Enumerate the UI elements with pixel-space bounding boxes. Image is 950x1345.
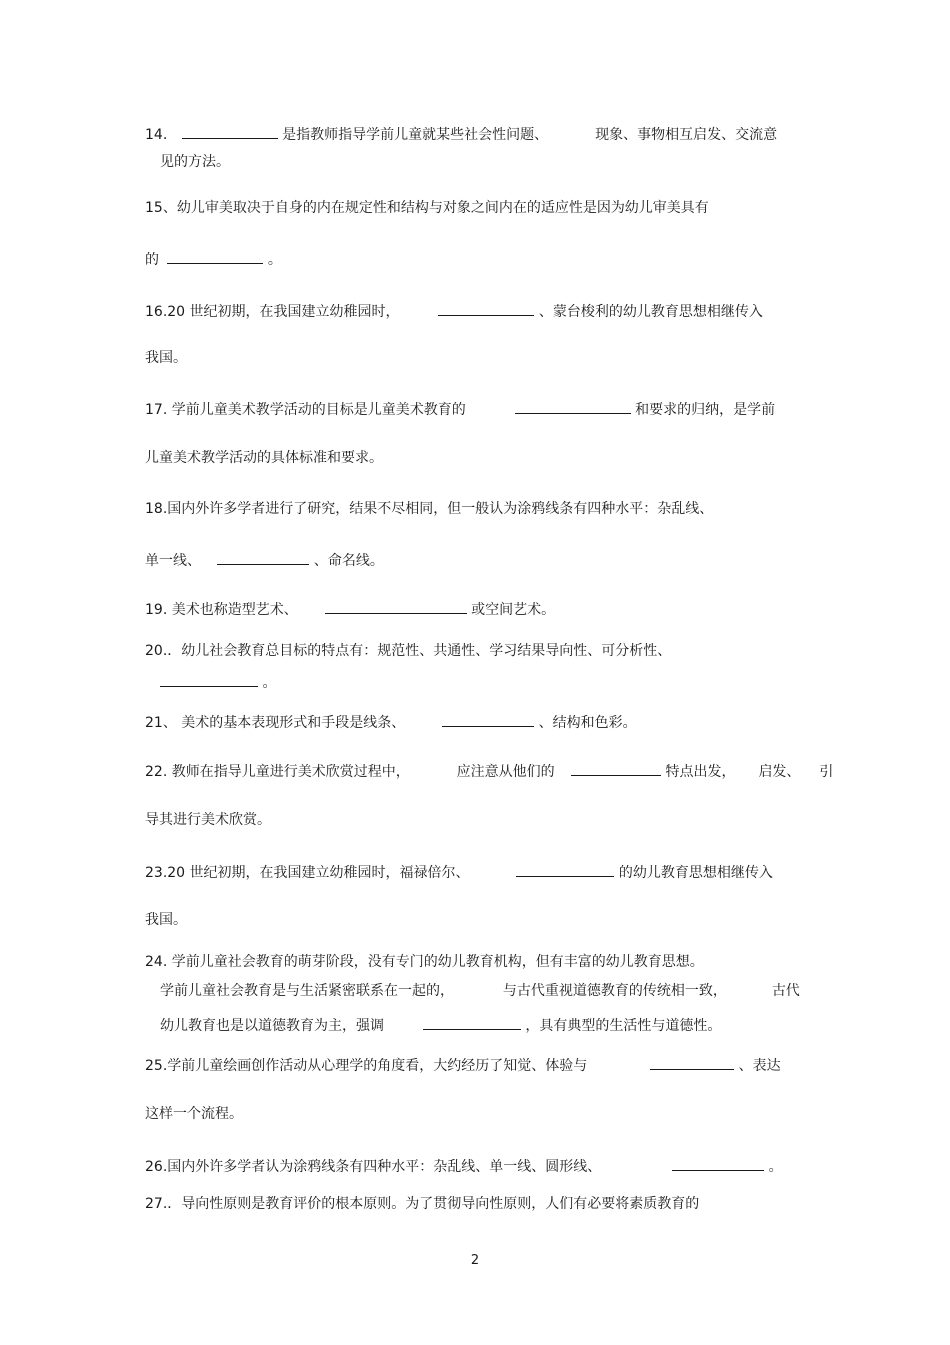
question-26-line — [145, 1155, 783, 1175]
question-text: 导其进行美术欣赏。 — [145, 812, 271, 828]
question-text: 15、幼儿审美取决于自身的内在规定性和结构与对象之间内在的适应性是因为幼儿审美具有 — [145, 200, 709, 216]
question-text: 。 — [768, 1159, 783, 1175]
question-24-line-3 — [160, 1014, 721, 1034]
question-text: 26.国内外许多学者认为涂鸦线条有四种水平：杂乱线、单一线、圆形线、 — [145, 1159, 602, 1175]
question-text: 和要求的归纳，是学前 — [635, 402, 776, 418]
fill-blank[interactable] — [438, 300, 534, 316]
fill-blank[interactable] — [160, 671, 258, 687]
fill-blank[interactable] — [182, 123, 278, 139]
question-text: 21、 美术的基本表现形式和手段是线条、 — [145, 715, 406, 731]
question-text: 20.．幼儿社会教育总目标的特点有：规范性、共通性、学习结果导向性、可分析性、 — [145, 643, 672, 659]
question-14-line-2 — [160, 152, 230, 172]
question-text: 与古代重视道德教育的传统相一致， — [502, 983, 727, 999]
question-text: 见的方法。 — [160, 154, 230, 170]
question-text: ，具有典型的生活性与道德性。 — [525, 1018, 722, 1034]
question-text: 19. 美术也称造型艺术、 — [145, 602, 298, 618]
question-text: 单一线、 — [145, 553, 201, 569]
fill-blank[interactable] — [672, 1155, 764, 1171]
question-text: 这样一个流程。 — [145, 1106, 243, 1122]
question-18-line-1 — [145, 499, 713, 519]
question-text: 16.20 世纪初期，在我国建立幼稚园时， — [145, 304, 400, 320]
question-25-line-2 — [145, 1104, 243, 1124]
question-20-line-1 — [145, 641, 671, 661]
question-text: 的幼儿教育思想相继传入 — [618, 865, 773, 881]
question-25-line-1 — [145, 1054, 781, 1074]
question-text: 启发、 — [758, 764, 801, 780]
question-19-line — [145, 598, 555, 618]
page-number: 2 — [470, 1253, 480, 1268]
question-text: 特点出发， — [665, 764, 736, 780]
question-14-line-1 — [145, 123, 777, 143]
question-text: 古代 — [771, 983, 800, 999]
fill-blank[interactable] — [650, 1054, 734, 1070]
question-text: 是指教师指导学前儿童就某些社会性问题、 — [282, 127, 549, 143]
question-text: 23.20 世纪初期，在我国建立幼稚园时，福禄倍尔、 — [145, 865, 470, 881]
question-22-line-2 — [145, 810, 271, 830]
question-text: 17. 学前儿童美术教学活动的目标是儿童美术教育的 — [145, 402, 466, 418]
question-text: 27.．导向性原则是教育评价的根本原则。为了贯彻导向性原则，人们有必要将素质教育的 — [145, 1196, 700, 1212]
fill-blank[interactable] — [325, 598, 467, 614]
question-18-line-2 — [145, 549, 384, 569]
question-text: 幼儿教育也是以道德教育为主，强调 — [160, 1018, 384, 1034]
fill-blank[interactable] — [217, 549, 309, 565]
question-text: 引 — [819, 764, 834, 780]
question-text: 我国。 — [145, 350, 187, 366]
question-number: 14. — [145, 127, 168, 143]
question-text: 、命名线。 — [313, 553, 384, 569]
question-text: 、结构和色彩。 — [538, 715, 637, 731]
question-text: 我国。 — [145, 912, 187, 928]
question-text: 、蒙台梭利的幼儿教育思想相继传入 — [538, 304, 763, 320]
question-text: 或空间艺术。 — [471, 602, 556, 618]
question-21-line — [145, 711, 637, 731]
question-24-line-1 — [145, 952, 704, 972]
question-text: 。 — [267, 252, 282, 268]
question-text: 22. 教师在指导儿童进行美术欣赏过程中， — [145, 764, 410, 780]
question-text: 的 — [145, 252, 159, 268]
question-15-line-2 — [145, 248, 282, 268]
question-text: 儿童美术教学活动的具体标准和要求。 — [145, 450, 383, 466]
question-text: 25.学前儿童绘画创作活动从心理学的角度看，大约经历了知觉、体验与 — [145, 1058, 588, 1074]
question-23-line-1 — [145, 861, 773, 881]
question-text: 应注意从他们的 — [456, 764, 555, 780]
question-15-line-1 — [145, 198, 709, 218]
question-20-line-2 — [160, 671, 276, 691]
question-24-line-2 — [160, 981, 800, 1001]
question-23-line-2 — [145, 910, 187, 930]
question-text: 学前儿童社会教育是与生活紧密联系在一起的， — [160, 983, 454, 999]
fill-blank[interactable] — [167, 248, 263, 264]
question-text: 18.国内外许多学者进行了研究，结果不尽相同，但一般认为涂鸦线条有四种水平：杂乱线、 — [145, 501, 714, 517]
fill-blank[interactable] — [423, 1014, 521, 1030]
fill-blank[interactable] — [515, 398, 631, 414]
question-22-line-1 — [145, 760, 833, 780]
fill-blank[interactable] — [442, 711, 534, 727]
question-27-line — [145, 1194, 699, 1214]
question-text: 现象、事物相互启发、交流意 — [595, 127, 778, 143]
question-text: 、表达 — [738, 1058, 781, 1074]
fill-blank[interactable] — [571, 760, 661, 776]
question-17-line-1 — [145, 398, 775, 418]
question-17-line-2 — [145, 448, 383, 468]
question-16-line-2 — [145, 348, 187, 368]
question-text: 。 — [262, 675, 277, 691]
question-16-line-1 — [145, 300, 763, 320]
fill-blank[interactable] — [516, 861, 614, 877]
question-text: 24. 学前儿童社会教育的萌芽阶段，没有专门的幼儿教育机构，但有丰富的幼儿教育思想。 — [145, 954, 704, 970]
